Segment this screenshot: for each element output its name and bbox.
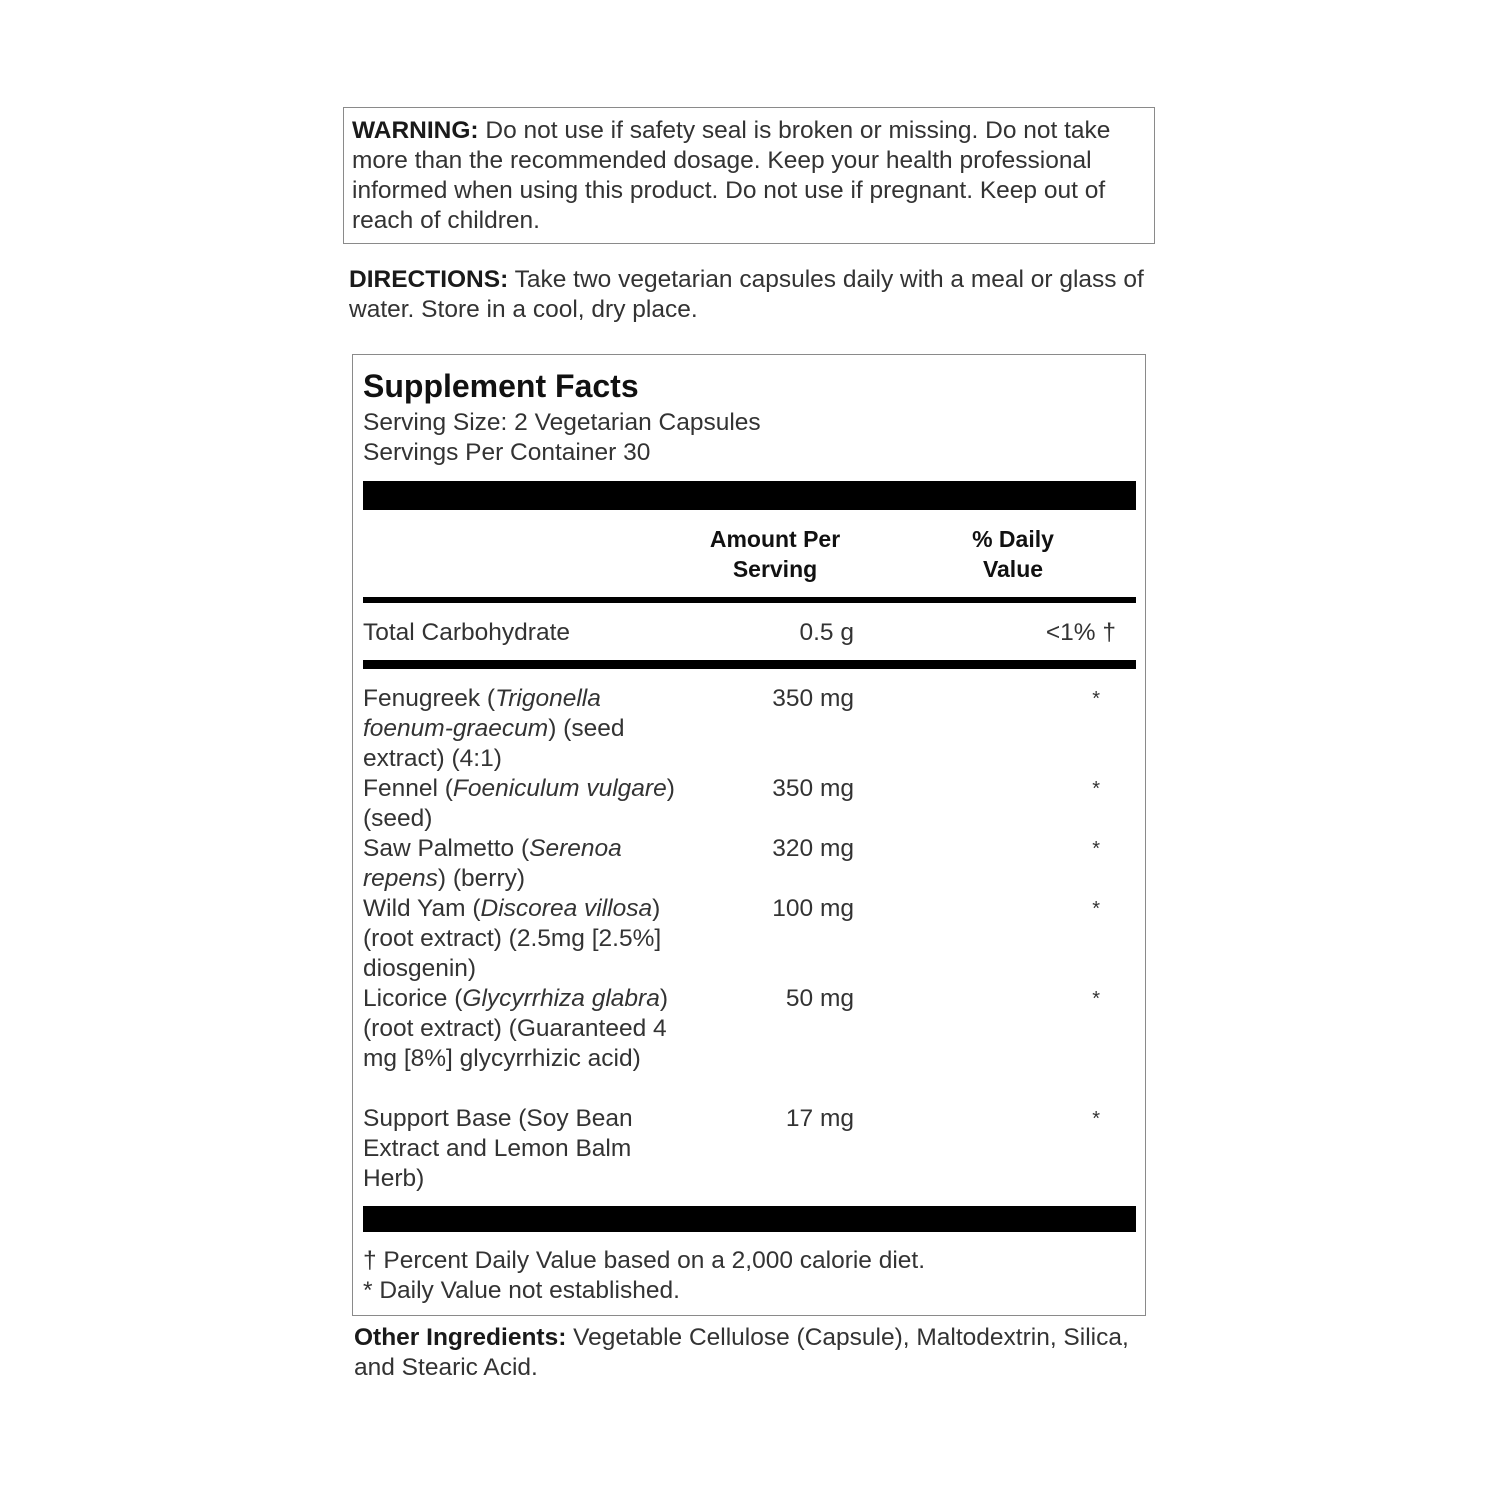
total-carbohydrate-name: Total Carbohydrate [363,619,571,646]
ingredient-amount: 50 mg [785,985,854,1012]
directions [349,265,1149,325]
footnote-not-established: * Daily Value not established. [363,1277,680,1304]
ingredient-amount: 100 mg [772,895,854,922]
ingredient-name: Fennel (Foeniculum vulgare) (seed) [363,775,675,832]
ingredient-amount: 320 mg [772,835,854,862]
directions-label: DIRECTIONS: [349,266,509,293]
amount-header-line-1: Amount Per [709,526,841,552]
directions-text: Take two vegetarian capsules daily with a meal or glass of water. Store in a cool, dry place. [349,266,1144,323]
serving-size: Serving Size: 2 Vegetarian Capsules [363,409,761,436]
other-ingredients-text: Vegetable Cellulose (Capsule), Maltodextrin, Silica, and Stearic Acid. [354,1324,1129,1381]
ingredient-name: Wild Yam (Discorea villosa) (root extract) (2.5mg [2.5%] diosgenin) [363,895,662,982]
supplement-facts-title: Supplement Facts [363,368,639,404]
ingredient-name: Saw Palmetto (Serenoa repens) (berry) [363,835,622,892]
total-carbohydrate-amount: 0.5 g [799,619,854,646]
footnote-daily-value: † Percent Daily Value based on a 2,000 calorie diet. [363,1247,926,1274]
amount-header-line-2: Serving [732,556,818,582]
thick-divider-bottom [363,1206,1136,1232]
ingredient-dv: * [1092,688,1100,710]
ingredient-name: Support Base (Soy Bean Extract and Lemon Balm Herb) [363,1105,633,1192]
warning-label: WARNING: [352,117,479,144]
thick-divider-top [363,481,1136,510]
amount-per-serving-header [680,524,870,584]
other-ingredients-label: Other Ingredients: [354,1324,567,1351]
total-carbohydrate-dv: <1% † [1045,619,1116,646]
medium-divider [363,597,1136,603]
ingredient-dv: * [1092,1108,1100,1130]
ingredient-dv: * [1092,778,1100,800]
dv-header-line-1: % Daily [972,526,1054,552]
warning-text: Do not use if safety seal is broken or missing. Do not take more than the recommended dosage. Keep your health professional informed when using this product. Do not use if pregnant. Keep out of reach of children. [352,117,1111,234]
ingredient-name: Fenugreek (Trigonella foenum-graecum) (seed extract) (4:1) [363,685,625,772]
ingredient-dv: * [1092,838,1100,860]
daily-value-header [935,524,1091,584]
ingredient-dv: * [1092,988,1100,1010]
ingredient-name: Licorice (Glycyrrhiza glabra) (root extract) (Guaranteed 4 mg [8%] glycyrrhizic acid) [363,985,668,1072]
warning-box [343,107,1155,244]
ingredient-amount: 17 mg [785,1105,854,1132]
ingredient-amount: 350 mg [772,685,854,712]
servings-per-container: Servings Per Container 30 [363,439,651,466]
ingredient-dv: * [1092,898,1100,920]
divider-before-ingredients [363,660,1136,669]
dv-header-line-2: Value [982,556,1044,582]
ingredient-amount: 350 mg [772,775,854,802]
other-ingredients [354,1323,1144,1383]
